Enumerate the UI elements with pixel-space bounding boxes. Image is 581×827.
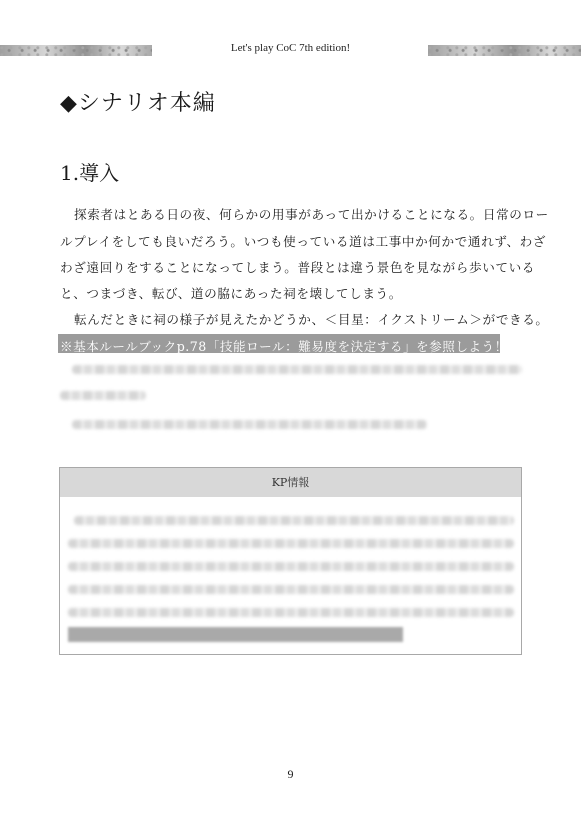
redacted-line [72, 420, 427, 429]
body-line: わざ遠回りをすることになってしまう。普段とは違う景色を見ながら歩いている [60, 260, 535, 275]
header-title: Let's play CoC 7th edition! [230, 42, 351, 54]
page-number: 9 [287, 767, 294, 781]
subsection-title: 1.導入 [60, 161, 120, 185]
section-title: ◆シナリオ本編 [60, 91, 216, 116]
redacted-line [72, 365, 522, 374]
body-line: 探索者はとある日の夜、何らかの用事があって出かけることになる。日常のロー [74, 207, 549, 222]
redacted-line [68, 539, 514, 548]
redacted-line [68, 608, 514, 617]
body-line: 転んだときに祠の様子が見えたかどうか、＜目星：イクストリーム＞ができる。 [74, 312, 549, 327]
kp-info-header: KP情報 [60, 468, 521, 497]
body-line: と、つまづき、転び、道の脇にあった祠を壊してしまう。 [60, 286, 402, 301]
kp-info-box [59, 467, 522, 655]
header-decoration-right [428, 45, 581, 56]
redacted-line [68, 585, 514, 594]
redacted-highlight [68, 627, 403, 642]
redacted-line [68, 562, 514, 571]
redacted-line [60, 391, 146, 400]
body-line: ルプレイをしても良いだろう。いつも使っている道は工事中か何かで通れず、わざ [60, 234, 547, 249]
rulebook-note: ※基本ルールブックp.78「技能ロール：難易度を決定する」を参照しよう！ [60, 339, 508, 354]
redacted-line [74, 516, 514, 525]
